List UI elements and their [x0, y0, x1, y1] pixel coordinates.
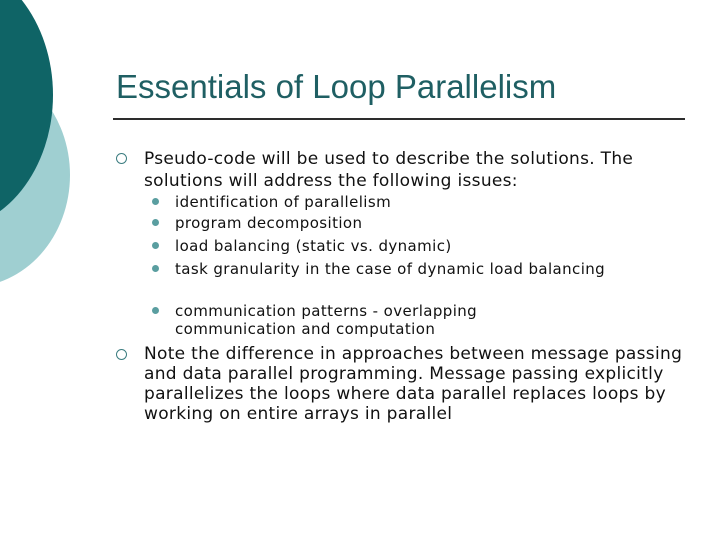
bullet-2-text: Note the difference in approaches between message passing and data parallel programming. Message passing explicitly parallelizes the loops where data parallel replaces loops by working on entire arrays in parallel: [144, 344, 683, 424]
bullet-1-text: Pseudo-code will be used to describe the solutions. The solutions will address the following issues:: [144, 149, 634, 191]
hollow-circle-bullet-icon: [116, 153, 127, 164]
sub-bullet-4-text: task granularity in the case of dynamic load balancing: [175, 260, 606, 278]
filled-dot-bullet-icon: [152, 242, 159, 249]
filled-dot-bullet-icon: [152, 307, 159, 314]
filled-dot-bullet-icon: [152, 198, 159, 205]
sub-bullet-2-text: program decomposition: [175, 214, 363, 232]
filled-dot-bullet-icon: [152, 219, 159, 226]
sub-bullet-3-text: load balancing (static vs. dynamic): [175, 237, 452, 255]
hollow-circle-bullet-icon: [116, 349, 127, 360]
slide-title: Essentials of Loop Parallelism: [116, 68, 557, 105]
sub-bullet-1-text: identification of parallelism: [175, 193, 392, 211]
title-divider: [113, 118, 685, 120]
corner-decoration: [0, 0, 80, 290]
sub-bullet-5-text: communication patterns - overlapping communication and computation: [175, 302, 478, 338]
filled-dot-bullet-icon: [152, 265, 159, 272]
